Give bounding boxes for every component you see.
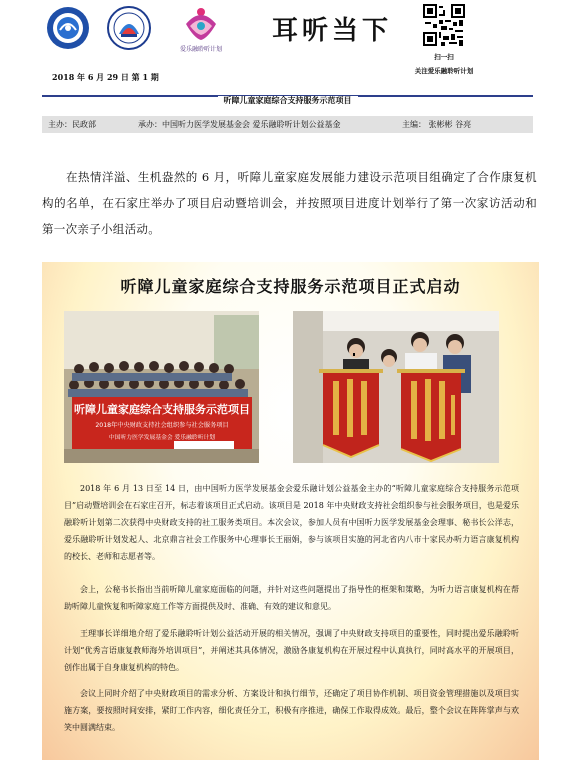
feature-paragraph: 会上，公秘书长指出当前听障儿童家庭面临的问题，并针对这些问题提出了指导性的框架和策略，为听力语言康复机构在帮助听障儿童恢复和听障家庭工作等方面提供及时、准确、有效的建议和意见。 — [64, 585, 519, 611]
program-logo — [168, 4, 234, 60]
intro-paragraph: 在热情洋溢、生机盎然的 6 月，听障儿童家庭发展能力建设示范项目组确定了合作康复机构的名单，在石家庄举办了项目启动暨培训会，并按照项目进度计划举行了第一次家访活动和第一次亲子小组活动。 — [42, 170, 537, 236]
pennant-photo-image — [293, 311, 499, 463]
association-logo-icon — [46, 6, 90, 50]
heart-figures-logo-icon — [168, 4, 234, 44]
group-photo-image — [64, 311, 259, 463]
qr-caption: 扫一扫 — [434, 53, 454, 61]
photo1-banner-line1: 听障儿童家庭综合支持服务示范项目 — [74, 403, 250, 416]
qr-caption-follow: 关注爱乐融聆听计划 — [414, 67, 474, 75]
masthead-title: 耳听当下 — [272, 16, 393, 46]
issue-title — [42, 88, 533, 107]
sponsor-editor: 主编： 张彬彬 谷亮 — [402, 120, 472, 129]
foundation-logo-icon — [107, 6, 151, 50]
feature-panel — [42, 262, 539, 760]
photo1-banner-line3: 中国听力医学发展基金会 爱乐融聆听计划 — [108, 435, 216, 441]
masthead-header — [0, 0, 575, 75]
feature-paragraph: 2018 年 6 月 13 日至 14 日，由中国听力医学发展基金会爱乐融计划公益基金主办的“听障儿童家庭综合支持服务示范项目”启动暨培训会在石家庄召开，标志着该项目正式启动。该项目是 2018 年中央财政支持社会组织参与社会服务项目，也是爱乐融聆听计划第二次获得中央财政支持的社工服务类项目。本次会议，参加人员有中国听力医学发展基金会理事、秘书长公洋志，爱乐融聆听计划发起人、北京鼎言社会工作服务中心理事长王丽娟，参与该项目实施的河北省内八市十家民办听力语言康复机构的校长、老师和志愿者等。 — [64, 484, 519, 561]
issue-title-text: 听障儿童家庭综合支持服务示范项目 — [218, 96, 358, 105]
qr-code-icon[interactable] — [423, 4, 465, 46]
feature-paragraph: 会议上同时介绍了中央财政项目的需求分析、方案设计和执行细节，还确定了项目协作机制、项目资金管理措施以及项目实施方案，要按照时间安排，紧盯工作内容，细化责任分工，积极有序推进，确保工作取得成效。最后，整个会议在阵阵掌声与欢笑中圆满结束。 — [64, 689, 519, 732]
feature-paragraph: 王理事长详细地介绍了爱乐融聆听计划公益活动开展的相关情况，强调了中央财政支持项目的重要性，同时提出爱乐融聆听计划“优秀言语康复教师海外培训项目”，并阐述其具体情况，激励各康复机构在开展过程中认真执行，同时高水平的开展项目，创作出属于自身康复机构的特色。 — [64, 629, 519, 672]
pennant-photo — [293, 311, 499, 463]
sponsor-host: 主办：民政部 — [48, 120, 96, 129]
sponsor-bar — [42, 116, 533, 133]
photo1-banner-line2: 2018年中央财政支持社会组织参与社会服务项目 — [95, 422, 229, 429]
issue-dateline: 2018 年 6 月 29 日 第 1 期 — [52, 72, 159, 82]
sponsor-organizer: 承办：中国听力医学发展基金会 爱乐融聆听计划公益基金 — [138, 120, 341, 129]
program-logo-text: 爱乐融聆听计划 — [179, 46, 222, 53]
feature-title: 听障儿童家庭综合支持服务示范项目正式启动 — [120, 277, 461, 296]
group-photo — [64, 311, 259, 463]
